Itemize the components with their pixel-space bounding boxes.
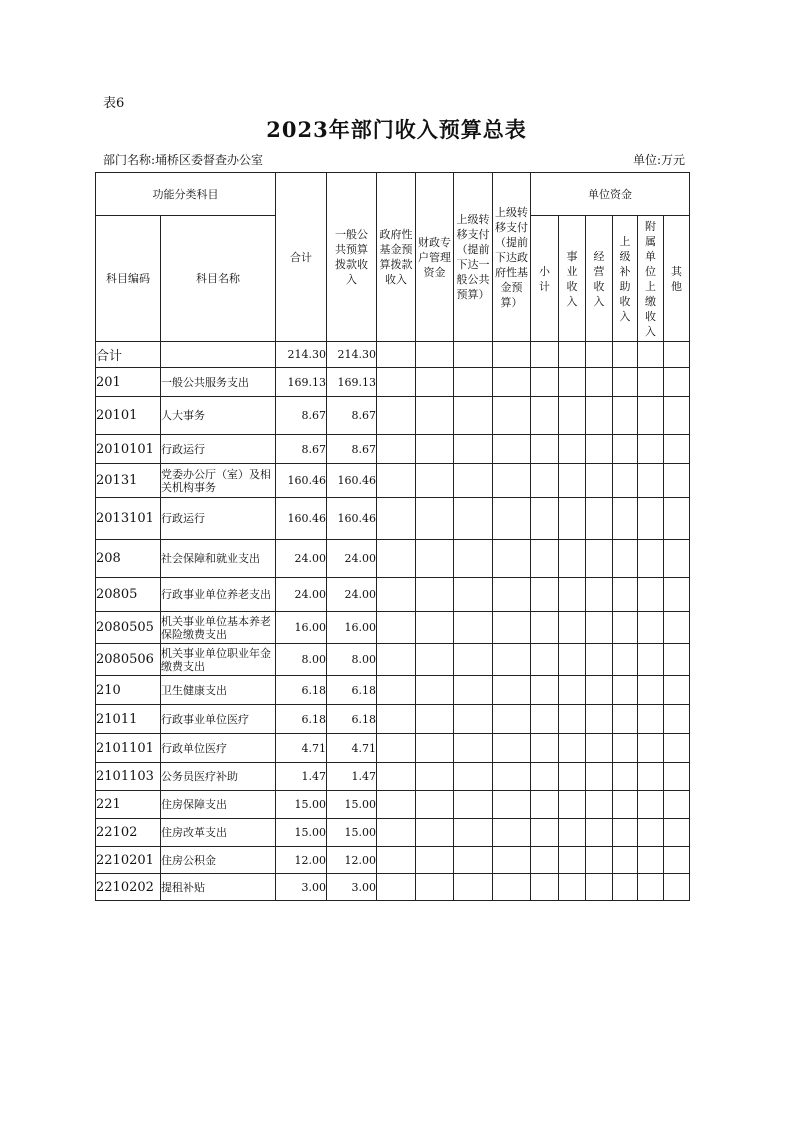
budget-table [95,172,690,901]
department-name: 部门名称:埇桥区委督查办公室 [103,153,264,167]
row-total: 160.46 [276,464,327,498]
header-operate-income: 经营收入 [586,216,613,342]
currency-unit: 单位:万元 [632,153,685,167]
row-total: 24.00 [276,578,327,612]
row-code: 合计 [96,342,161,368]
row-total: 169.13 [276,368,327,397]
header-transfer-fund: 上级转移支付（提前下达政府性基金预算） [493,173,531,342]
row-name: 行政事业单位医疗 [161,705,276,734]
row-total: 3.00 [276,874,327,901]
row-name: 提租补贴 [161,874,276,901]
row-code: 22102 [96,819,161,847]
row-general: 24.00 [327,578,377,612]
header-transfer-general: 上级转移支付（提前下达一般公共预算） [454,173,493,342]
row-name: 机关事业单位职业年金缴费支出 [161,644,276,676]
row-general: 12.00 [327,847,377,874]
header-govfund-budget: 政府性基金预算拨款收入 [377,173,416,342]
row-total: 15.00 [276,791,327,819]
row-total: 6.18 [276,705,327,734]
row-name: 行政单位医疗 [161,734,276,763]
row-general: 214.30 [327,342,377,368]
row-total: 12.00 [276,847,327,874]
row-name: 人大事务 [161,397,276,435]
table-row [96,368,690,397]
row-total: 15.00 [276,819,327,847]
row-name: 住房保障支出 [161,791,276,819]
row-code: 2101101 [96,734,161,763]
row-code: 2210201 [96,847,161,874]
row-name: 机关事业单位基本养老保险缴费支出 [161,612,276,644]
row-general: 8.67 [327,435,377,464]
row-code: 2210202 [96,874,161,901]
header-affiliate-income: 附属单位上缴收入 [638,216,664,342]
row-general: 16.00 [327,612,377,644]
row-name: 行政运行 [161,498,276,540]
header-general-budget: 一般公共预算拨款收入 [327,173,377,342]
row-general: 160.46 [327,498,377,540]
table-row [96,705,690,734]
row-name: 社会保障和就业支出 [161,540,276,578]
table-row [96,734,690,763]
row-general: 160.46 [327,464,377,498]
row-general: 6.18 [327,676,377,705]
row-name: 住房改革支出 [161,819,276,847]
row-total: 214.30 [276,342,327,368]
header-special-account: 财政专户管理资金 [416,173,454,342]
row-total: 16.00 [276,612,327,644]
row-name: 一般公共服务支出 [161,368,276,397]
table-row [96,763,690,791]
row-code: 221 [96,791,161,819]
header-career-income: 事业收入 [559,216,586,342]
row-total: 1.47 [276,763,327,791]
table-row [96,540,690,578]
row-total: 8.67 [276,397,327,435]
row-code: 2101103 [96,763,161,791]
row-general: 4.71 [327,734,377,763]
row-code: 2010101 [96,435,161,464]
table-row [96,644,690,676]
row-code: 201 [96,368,161,397]
row-code: 21011 [96,705,161,734]
header-total: 合计 [276,173,327,342]
header-code: 科目编码 [96,216,161,342]
row-general: 15.00 [327,819,377,847]
row-general: 8.00 [327,644,377,676]
table-row [96,847,690,874]
row-total: 24.00 [276,540,327,578]
row-general: 24.00 [327,540,377,578]
row-code: 20131 [96,464,161,498]
header-unit-funds: 单位资金 [531,173,690,216]
table-row [96,342,690,368]
row-code: 208 [96,540,161,578]
row-total: 8.00 [276,644,327,676]
row-code: 20805 [96,578,161,612]
row-name: 住房公积金 [161,847,276,874]
row-total: 8.67 [276,435,327,464]
header-name: 科目名称 [161,216,276,342]
row-code: 210 [96,676,161,705]
row-total: 4.71 [276,734,327,763]
row-general: 1.47 [327,763,377,791]
table-row [96,874,690,901]
table-row [96,578,690,612]
row-total: 6.18 [276,676,327,705]
row-name: 公务员医疗补助 [161,763,276,791]
row-total: 160.46 [276,498,327,540]
row-code: 2080506 [96,644,161,676]
row-code: 2013101 [96,498,161,540]
header-func-category: 功能分类科目 [96,173,276,216]
row-name: 行政运行 [161,435,276,464]
table-row [96,435,690,464]
row-name [161,342,276,368]
row-code: 2080505 [96,612,161,644]
page-title: 2023年部门收入预算总表 [266,117,527,142]
table-number: 表6 [103,96,125,111]
row-general: 15.00 [327,791,377,819]
table-row [96,612,690,644]
row-name: 党委办公厅（室）及相关机构事务 [161,464,276,498]
table-row [96,676,690,705]
header-subtotal: 小计 [531,216,559,342]
row-code: 20101 [96,397,161,435]
row-name: 行政事业单位养老支出 [161,578,276,612]
row-general: 3.00 [327,874,377,901]
header-subsidy-income: 上级补助收入 [613,216,638,342]
table-row [96,498,690,540]
table-row [96,464,690,498]
table-row [96,397,690,435]
row-general: 169.13 [327,368,377,397]
row-name: 卫生健康支出 [161,676,276,705]
table-row [96,819,690,847]
row-general: 6.18 [327,705,377,734]
header-other: 其他 [664,216,690,342]
row-general: 8.67 [327,397,377,435]
table-row [96,791,690,819]
